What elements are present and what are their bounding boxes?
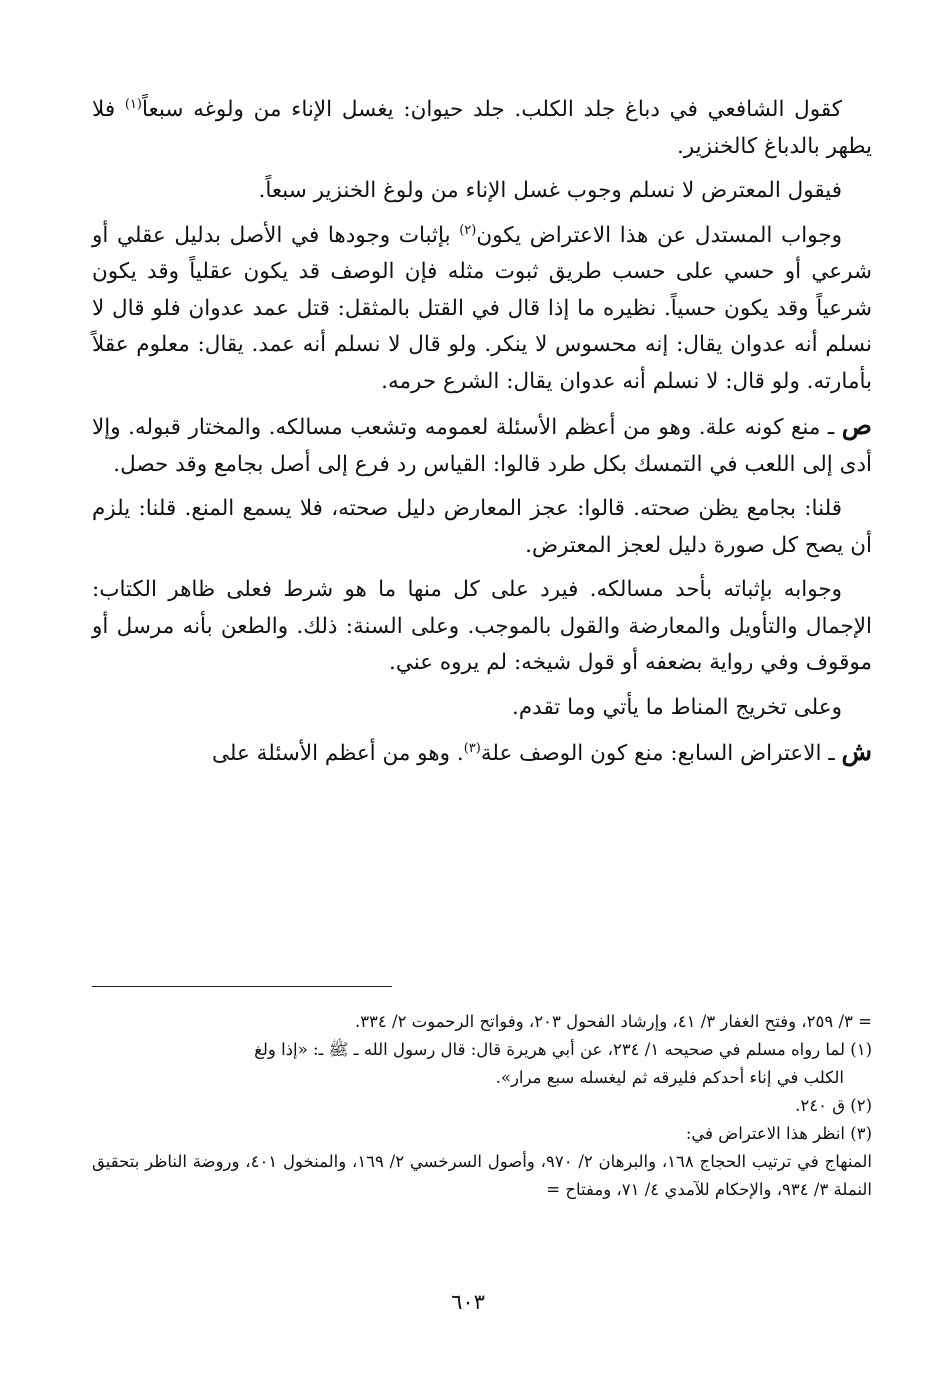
paragraph-7: وعلى تخريج المناط ما يأتي وما تقدم. (512, 694, 842, 720)
page-number: ٦٠٣ (451, 1290, 485, 1314)
main-text (92, 92, 872, 781)
footnote-continuation: = ٣/ ٢٥٩، وفتح الغفار ٣/ ٤١، وإرشاد الفحول ٢٠٣، وفواتح الرحموت ٢/ ٣٣٤. (354, 1012, 872, 1031)
paragraph-8 (92, 734, 872, 773)
sad-marker: ص (841, 411, 872, 440)
paragraph-3-tail: بإثبات وجودها في الأصل بدليل عقلي أو شرعي أو حسي على حسب طريق ثبوت مثله فإن الوصف قد يكون عقلياً وقد يكون شرعياً وقد يكون حسياً. نظيره ما إذا قال في القتل بالمثقل: قتل عمد عدوان فلو قال لا نسلم أنه عدوان يقال: إنه محسوس لا ينكر. ولو قال لا نسلم أنه عمد. يقال: معلوم عقلاً بأمارته. ولو قال: لا نسلم أنه عدوان يقال: الشرع حرمه. (92, 222, 872, 394)
footnote-3: (٣) انظر هذا الاعتراض في: (685, 1124, 872, 1143)
footnote-separator (92, 986, 392, 987)
shin-marker: ش (841, 737, 872, 766)
paragraph-3-head: وجواب المستدل عن هذا الاعتراض يكون (476, 222, 842, 248)
footnotes (92, 1008, 872, 1204)
footnote-ref-1[interactable]: (١) (124, 96, 142, 112)
paragraph-4 (92, 408, 872, 483)
paragraph-3 (92, 218, 872, 401)
paragraph-1-text: كقول الشافعي في دباغ جلد الكلب. جلد حيوان: يغسل الإناء من ولوغه سبعاً (141, 97, 842, 122)
paragraph-8-text: ـ الاعتراض السابع: منع كون الوصف علة (480, 741, 842, 766)
footnote-2: (٢) ق ٢٤٠. (795, 1096, 872, 1115)
footnote-ref-2[interactable]: (٢) (459, 222, 477, 238)
paragraph-2: فيقول المعترض لا نسلم وجوب غسل الإناء من ولوغ الخنزير سبعاً. (258, 178, 842, 203)
paragraph-1 (92, 92, 872, 165)
footnote-1-continuation: الكلب في إناء أحدكم فليرقه ثم ليغسله سبع مرار». (495, 1068, 844, 1087)
footnote-3-body: المنهاج في ترتيب الحجاج ١٦٨، والبرهان ٢/ ٩٧٠، وأصول السرخسي ٢/ ١٦٩، والمنخول ٤٠١، وروضة الناظر بتحقيق النملة ٣/ ٩٣٤، والإحكام للآمدي ٤/ ٧١، ومفتاح = (92, 1152, 872, 1199)
footnote-1: (١) لما رواه مسلم في صحيحه ١/ ٢٣٤، عن أبي هريرة قال: قال رسول الله ـ ﷺ ـ: «إذا ولغ (254, 1040, 872, 1059)
footnote-ref-3[interactable]: (٣) (463, 740, 481, 756)
paragraph-8-tail: . وهو من أعظم الأسئلة على (211, 741, 464, 766)
paragraph-1-tail: فلا يطهر بالدباغ كالخنزير. (92, 97, 872, 159)
paragraph-4-text: ـ منع كونه علة. وهو من أعظم الأسئلة لعمومه وتشعب مسالكه. والمختار قبوله. وإلا أدى إلى اللعب في التمسك بكل طرد قالوا: القياس رد فرع إلى أصل بجامع وقد حصل. (92, 415, 872, 477)
paragraph-5: قلنا: بجامع يظن صحته. قالوا: عجز المعارض دليل صحته، فلا يسمع المنع. قلنا: يلزم أن يصح كل صورة دليل لعجز المعترض. (92, 496, 872, 558)
paragraph-6: وجوابه بإثباته بأحد مسالكه. فيرد على كل منها ما هو شرط فعلى ظاهر الكتاب: الإجمال والتأويل والمعارضة والقول بالموجب. وعلى السنة: ذلك. والطعن بأنه مرسل أو موقوف وفي رواية بضعفه أو قول شيخه: لم يروه عني. (92, 577, 872, 675)
